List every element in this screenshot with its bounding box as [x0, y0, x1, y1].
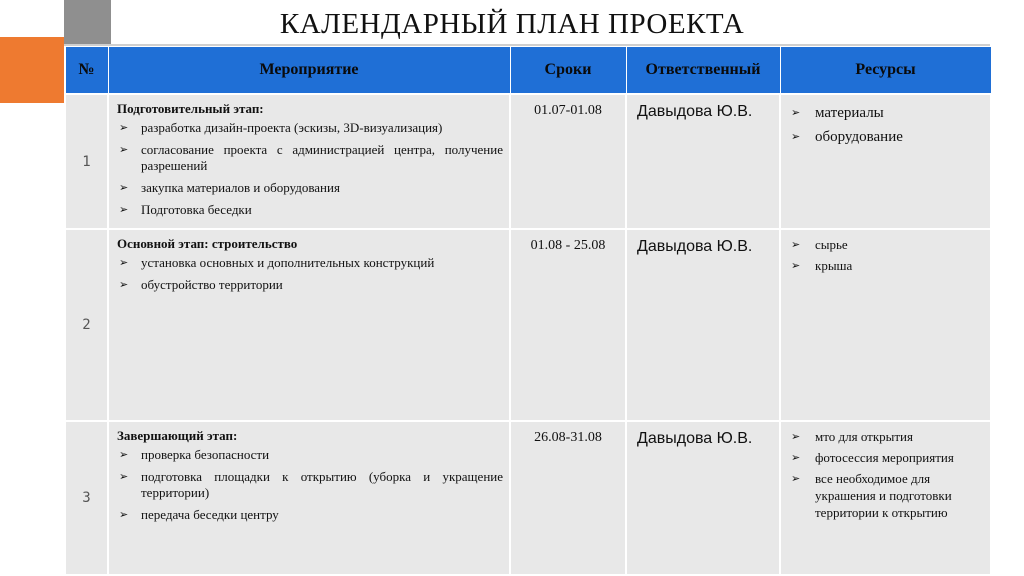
resources-cell: [780, 229, 991, 421]
resources-list: [791, 428, 984, 521]
list-item: ➢ оборудование: [791, 125, 984, 149]
activity-list: [117, 447, 503, 523]
page-title: КАЛЕНДАРНЫЙ ПЛАН ПРОЕКТА: [279, 8, 745, 40]
list-item: ➢ согласование проекта с администрацией центра, получение разрешений: [117, 142, 503, 174]
stage-title: Основной этап: строительство: [117, 236, 298, 251]
list-item: ➢ обустройство территории: [117, 277, 503, 293]
term-cell: 01.08 - 25.08: [510, 229, 626, 421]
term-cell: 26.08-31.08: [510, 421, 626, 575]
list-item: ➢ разработка дизайн-проекта (эскизы, 3D-визуализация): [117, 120, 503, 136]
responsible-cell: Давыдова Ю.В.: [626, 229, 780, 421]
list-item: ➢ все необходимое для украшения и подготовки территории к открытию: [791, 470, 984, 521]
header-activity: Мероприятие: [108, 47, 510, 95]
table-header-row: [65, 47, 991, 95]
table-row: [65, 94, 991, 229]
resources-cell: [780, 94, 991, 229]
list-item: ➢ мто для открытия: [791, 428, 984, 445]
list-item: ➢ Подготовка беседки: [117, 202, 503, 218]
resources-cell: [780, 421, 991, 575]
resources-list: [791, 236, 984, 274]
header-terms: Сроки: [510, 47, 626, 95]
responsible-cell: Давыдова Ю.В.: [626, 421, 780, 575]
list-item: ➢ установка основных и дополнительных конструкций: [117, 255, 503, 271]
schedule-table: [64, 46, 992, 576]
list-item: ➢ сырье: [791, 236, 984, 253]
list-item: ➢ фотосессия мероприятия: [791, 449, 984, 466]
schedule-table-wrapper: [64, 46, 990, 576]
activity-cell: [108, 421, 510, 575]
resources-list: [791, 101, 984, 149]
stage-title: Завершающий этап:: [117, 428, 238, 443]
list-item: ➢ крыша: [791, 257, 984, 274]
header-responsible: Ответственный: [626, 47, 780, 95]
responsible-cell: Давыдова Ю.В.: [626, 94, 780, 229]
stage-title: Подготовительный этап:: [117, 101, 264, 116]
list-item: ➢ передача беседки центру: [117, 507, 503, 523]
activity-list: [117, 255, 503, 293]
decorative-orange-square: [0, 37, 64, 103]
header-resources: Ресурсы: [780, 47, 991, 95]
list-item: ➢ подготовка площадки к открытию (уборка и укращение территории): [117, 469, 503, 501]
activity-list: [117, 120, 503, 218]
term-cell: 01.07-01.08: [510, 94, 626, 229]
table-row: [65, 229, 991, 421]
activity-cell: [108, 94, 510, 229]
list-item: ➢ проверка безопасности: [117, 447, 503, 463]
list-item: ➢ закупка материалов и оборудования: [117, 180, 503, 196]
row-number: 2: [65, 229, 108, 421]
row-number: 3: [65, 421, 108, 575]
header-number: №: [65, 47, 108, 95]
list-item: ➢ материалы: [791, 101, 984, 125]
table-row: [65, 421, 991, 575]
row-number: 1: [65, 94, 108, 229]
activity-cell: [108, 229, 510, 421]
